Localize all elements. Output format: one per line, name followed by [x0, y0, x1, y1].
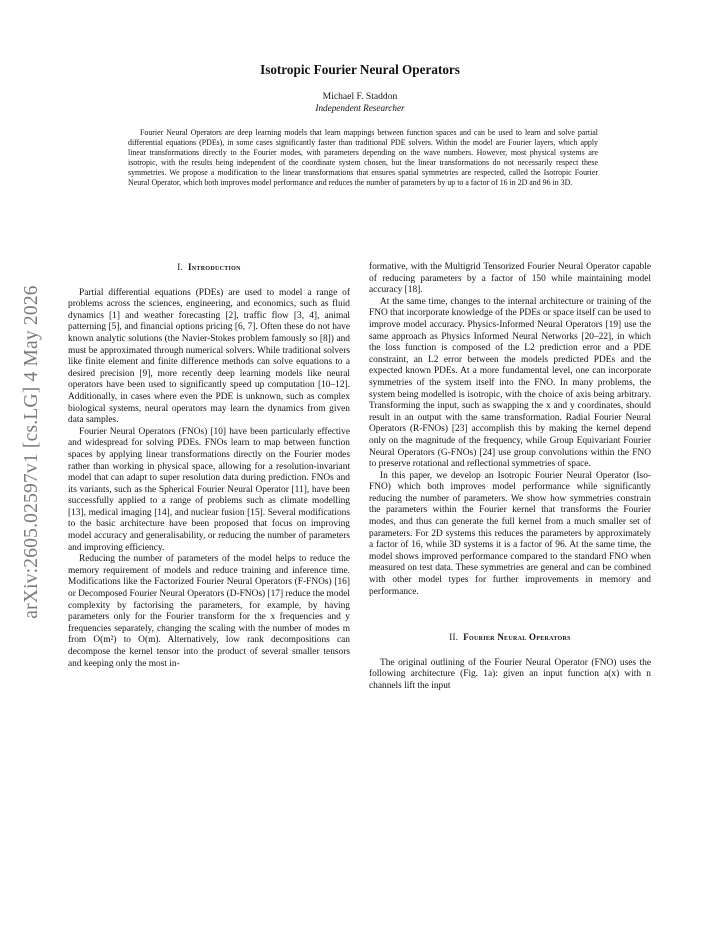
paragraph: Fourier Neural Operators (FNOs) [10] have been particularly effective and widespread for solving PDEs. FNOs learn to map between function spaces by applying linear transformations directly on the Fourier modes rather than working in physical space, allowing for a resolution-invariant model that can adapt to super resolution data during prediction. FNOs and its variants, such as the Spherical Fourier Neural Operator [11], have been successfully applied to a range of problems such as climate modelling [13], medical imaging [14], and nuclear fusion [15]. Several modifications to the basic architecture have been proposed that focus on improving model accuracy and generalisability, or reducing the number of parameters and improving efficiency.	[68, 426, 350, 553]
section-heading-fno	[369, 632, 651, 644]
paragraph: Partial differential equations (PDEs) are used to model a range of problems across the sciences, engineering, and economics, such as fluid dynamics [1] and weather forecasting [2], traffic flow [3, 4], animal patterning [5], and financial options pricing [6, 7]. Often these do not have known analytic solutions (the Navier-Stokes problem famously so [8]) and must be approximated through numerical solvers. While traditional solvers like finite element and finite difference methods can solve equations to a desired precision [9], more recently deep learning models like neural operators have been used to significantly speed up computation [10–12]. Additionally, in cases where even the PDE is unknown, such as complex biological systems, neural operators may learn the dynamics from given data samples.	[68, 287, 350, 426]
section-title: Fourier Neural Operators	[463, 632, 571, 643]
right-column	[369, 262, 651, 693]
section-number: I.	[177, 262, 183, 272]
left-column	[68, 262, 350, 670]
section-number: II.	[449, 632, 459, 643]
arxiv-stamp: arXiv:2605.02597v1 [cs.LG] 4 May 2026	[21, 285, 42, 619]
paragraph: Reducing the number of parameters of the model helps to reduce the memory requirement of models and reduce training and inference time. Modifications like the Factorized Fourier Neural Operators (F-FNOs) [16] or Decomposed Fourier Neural Operators (D-FNOs) [17] reduce the model complexity by factorising the parameters, for example, by having parameters only for the Fourier transform for the x frequencies and y frequencies separately, changing the scaling with the number of modes m from O(m²) to O(m). Alternatively, low rank decompositions can decompose the kernel tensor into the product of several smaller tensors and keeping only the most in-	[68, 554, 350, 669]
paragraph-continued: formative, with the Multigrid Tensorized Fourier Neural Operator capable of reducing parameters by a factor of 150 while maintaining model accuracy [18].	[369, 262, 651, 296]
abstract: Fourier Neural Operators are deep learning models that learn mappings between function spaces and can be used to learn and solve partial differential equations (PDEs), in some cases significantly faster than traditional PDE solvers. Within the model are Fourier layers, which apply linear transformations directly to the Fourier modes, with parameters depending on the wave numbers. However, most physical systems are isotropic, with the results being independent of the coordinate system chosen, but the linear transformations do not necessarily respect these symmetries. We propose a modification to the linear transformations that ensures spatial symmetries are respected, called the Isotropic Fourier Neural Operator, which both improves model performance and reduces the number of parameters by up to a factor of 16 in 2D and 96 in 3D.	[128, 128, 598, 188]
section-title: Introduction	[188, 262, 241, 272]
author-name: Michael F. Staddon	[322, 91, 398, 102]
paragraph: In this paper, we develop an Isotropic Fourier Neural Operator (Iso-FNO) which both improves model performance while significantly reducing the number of parameters. We show how symmetries constrain the parameters within the Fourier kernel that transforms the Fourier modes, and thus can generate the full kernel from a much smaller set of parameters. For 2D systems this reduces the parameters by approximately a factor of 16, while 3D systems it is a factor of 96. At the same time, the model shows improved performance compared to the standard FNO when measured on test data. These symmetries are general and can be combined with other model types for further improvements in memory and performance.	[369, 470, 651, 597]
section-heading-introduction	[68, 262, 350, 274]
author-affiliation: Independent Researcher	[315, 103, 405, 113]
paragraph: The original outlining of the Fourier Neural Operator (FNO) uses the following architecture (Fig. 1a): given an input function a(x) with n channels lift the input	[369, 657, 651, 691]
paper-title: Isotropic Fourier Neural Operators	[260, 62, 460, 77]
paragraph: At the same time, changes to the internal architecture or training of the FNO that incorporate knowledge of the PDEs or space itself can be used to improve model accuracy. Physics-Informed Neural Operators [19] use the same approach as Physics Informed Neural Networks [20–22], in which the loss function is composed of the L2 prediction error and a PDE constraint, an L2 error between the models predicted PDEs and the expected known PDEs. At a more fundamental level, one can incorporate symmetries of the system itself into the FNO. In many problems, the system being modelled is isotropic, with the choice of axis being arbitrary. Transforming the input, such as swapping the x and y coordinates, should result in an output with the same transformation. Radial Fourier Neural Operators (R-FNOs) [23] accomplish this by making the kernel depend only on the magnitude of the frequency, while Group Equivariant Fourier Neural Operators (G-FNOs) [24] use group convolutions within the FNO to preserve rotational and reflectional symmetries of space.	[369, 296, 651, 470]
